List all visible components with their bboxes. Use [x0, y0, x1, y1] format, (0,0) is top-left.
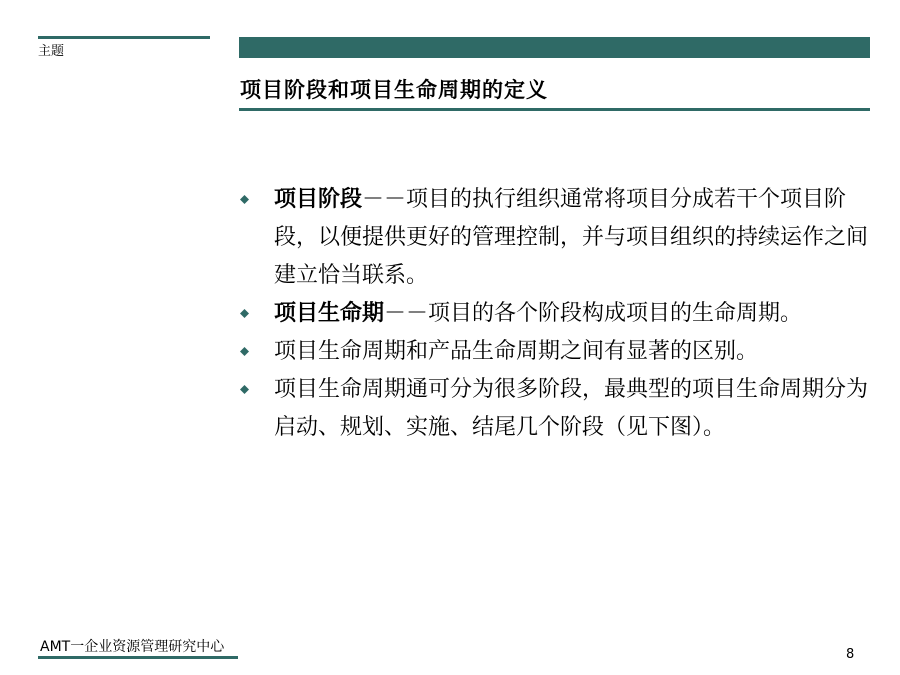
bullet-text: －－项目的各个阶段构成项目的生命周期。 — [384, 301, 803, 326]
bullet-item — [240, 333, 870, 371]
diamond-icon — [240, 309, 249, 318]
bullet-term: 项目阶段 — [274, 187, 363, 212]
bullet-item — [240, 371, 870, 447]
title-rule — [239, 108, 870, 111]
bullet-text: －－项目的执行组织通常将项目分成若干个项目阶段，以便提供更好的管理控制，并与项目组织的持续运作之间建立恰当联系。 — [274, 187, 869, 288]
bullet-text: 项目生命周期和产品生命周期之间有显著的区别。 — [274, 339, 759, 364]
header-bar — [239, 37, 870, 58]
bullet-item — [240, 295, 870, 333]
footer-organization: AMT一企业资源管理研究中心 — [40, 639, 225, 655]
bullet-item — [240, 181, 870, 295]
diamond-icon — [240, 195, 249, 204]
diamond-icon — [240, 347, 249, 356]
diamond-icon — [240, 385, 249, 394]
topic-rule — [38, 36, 210, 39]
bullet-list — [240, 181, 870, 447]
topic-label: 主题 — [38, 44, 65, 59]
bullet-text: 项目生命周期通可分为很多阶段，最典型的项目生命周期分为启动、规划、实施、结尾几个阶段（见下图）。 — [274, 377, 869, 440]
slide-title: 项目阶段和项目生命周期的定义 — [240, 78, 548, 102]
page-number: 8 — [846, 647, 855, 662]
footer-rule — [38, 656, 238, 659]
bullet-term: 项目生命期 — [274, 301, 385, 326]
